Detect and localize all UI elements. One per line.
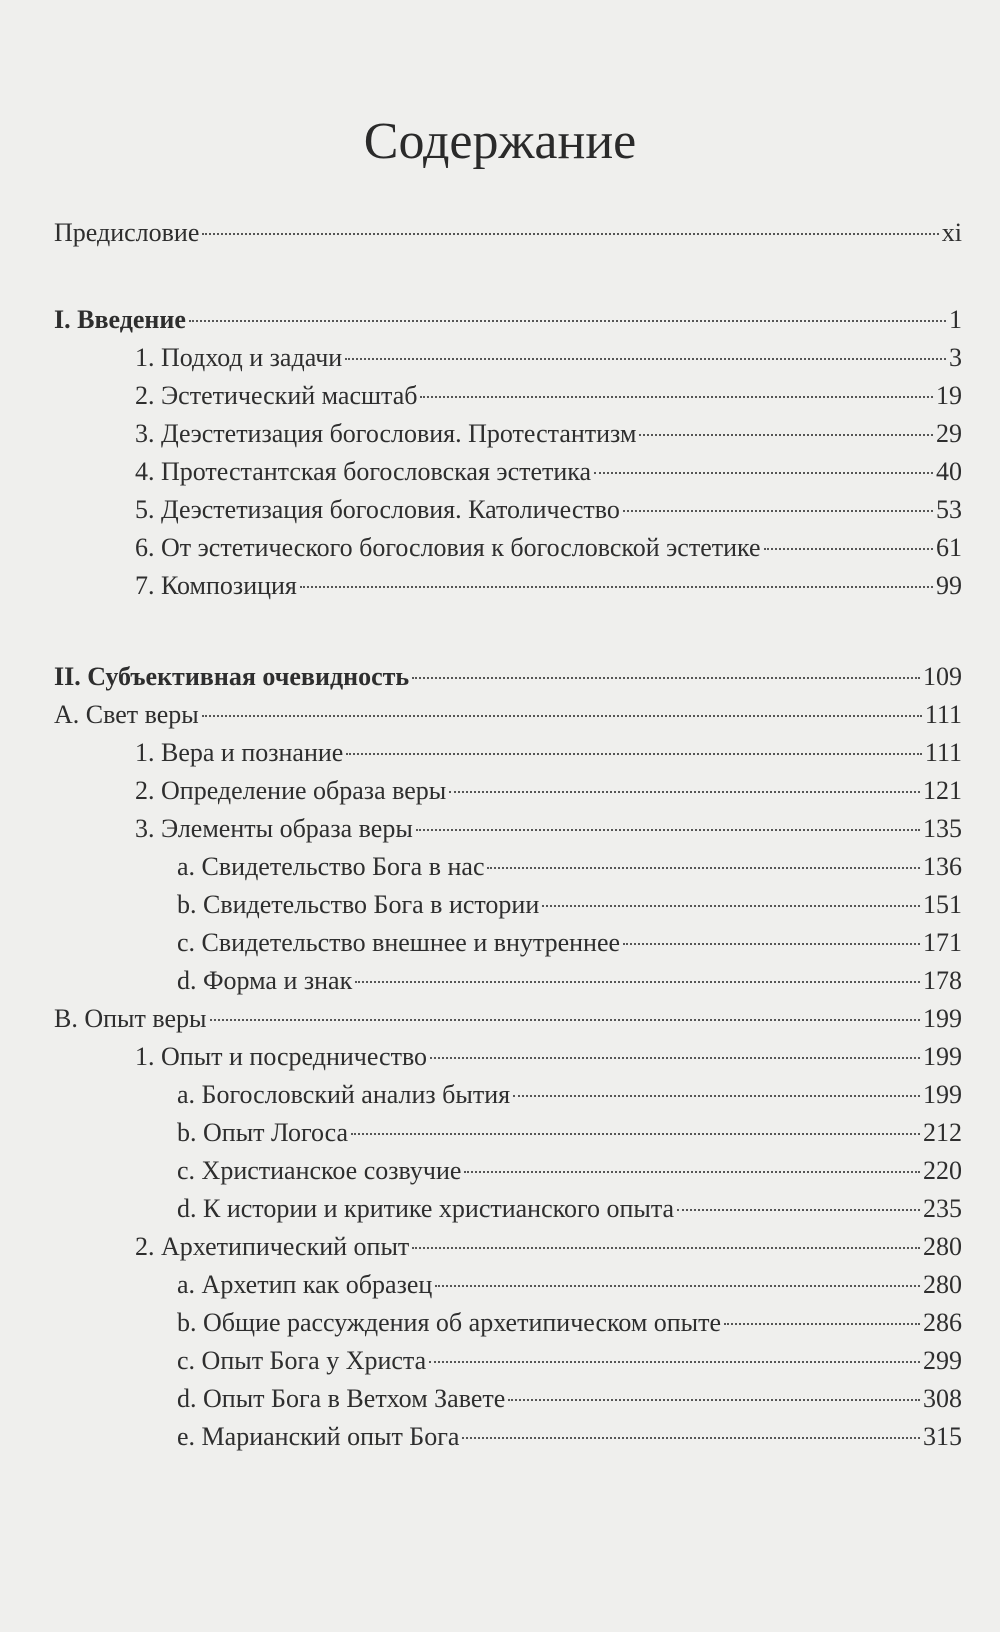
toc-entry-page: 3 — [949, 343, 962, 372]
dot-leader — [623, 943, 920, 945]
dot-leader — [724, 1323, 920, 1325]
dot-leader — [464, 1171, 920, 1173]
toc-entry — [54, 567, 962, 605]
toc-entry-title: d. К истории и критике христианского опыта — [177, 1194, 675, 1223]
toc-entry-page: 280 — [923, 1270, 962, 1299]
toc-entry-title: b. Свидетельство Бога в истории — [177, 890, 540, 919]
toc-entry-title: II. Субъективная очевидность — [54, 662, 410, 691]
toc-entry-page: 235 — [923, 1194, 962, 1223]
toc-entry-title: 4. Протестантская богословская эстетика — [135, 457, 592, 486]
toc-entry-page: 61 — [936, 533, 962, 562]
toc-entry-page: 151 — [923, 890, 962, 919]
dot-leader — [513, 1095, 920, 1097]
toc-entry-title: Предисловие — [54, 218, 200, 247]
toc-entry-title: c. Христианское созвучие — [177, 1156, 462, 1185]
dot-leader — [202, 715, 922, 717]
toc-entry — [54, 1418, 962, 1456]
toc-entry-title: d. Форма и знак — [177, 966, 353, 995]
dot-leader — [594, 472, 933, 474]
toc-entry-page: 29 — [936, 419, 962, 448]
toc-entry — [54, 1000, 962, 1038]
toc-entry-page: 53 — [936, 495, 962, 524]
dot-leader — [508, 1399, 920, 1401]
dot-leader — [435, 1285, 920, 1287]
toc-entry — [54, 1038, 962, 1076]
dot-leader — [189, 320, 946, 322]
toc-entry-page: 220 — [923, 1156, 962, 1185]
toc-entry-page: 19 — [936, 381, 962, 410]
toc-entry-title: 7. Композиция — [135, 571, 297, 600]
toc-entry — [54, 453, 962, 491]
toc-entry — [54, 1152, 962, 1190]
dot-leader — [429, 1361, 920, 1363]
toc-entry-title: I. Введение — [54, 305, 186, 334]
dot-leader — [430, 1057, 920, 1059]
page-title: Содержание — [363, 113, 637, 170]
toc-entry-page: 286 — [923, 1308, 962, 1337]
toc-entry — [54, 1190, 962, 1228]
dot-leader — [346, 753, 922, 755]
toc-entry-page: xi — [941, 218, 962, 247]
dot-leader — [462, 1437, 920, 1439]
toc-entry-title: b. Общие рассуждения об архетипическом опыте — [177, 1308, 722, 1337]
toc-entry-title: 6. От эстетического богословия к богословской эстетике — [135, 533, 761, 562]
toc-entry-title: a. Свидетельство Бога в нас — [177, 852, 485, 881]
toc-entry-page: 40 — [936, 457, 962, 486]
toc-entry-page: 135 — [923, 814, 962, 843]
toc-entry — [54, 734, 962, 772]
toc-entry — [54, 962, 962, 1000]
toc-entry-title: c. Опыт Бога у Христа — [177, 1346, 427, 1375]
toc-entry — [54, 491, 962, 529]
dot-leader — [202, 233, 938, 235]
toc-entry — [54, 1266, 962, 1304]
toc-entry — [54, 848, 962, 886]
toc-entry — [54, 1380, 962, 1418]
toc-entry-title: a. Архетип как образец — [177, 1270, 433, 1299]
toc-entry — [54, 810, 962, 848]
toc-entry — [54, 1076, 962, 1114]
toc-entry — [54, 1304, 962, 1342]
toc-entry-page: 99 — [936, 571, 962, 600]
toc-entry — [54, 886, 962, 924]
dot-leader — [623, 510, 933, 512]
dot-leader — [639, 434, 933, 436]
toc-entry-page: 199 — [923, 1080, 962, 1109]
dot-leader — [420, 396, 933, 398]
toc-entry-page: 315 — [923, 1422, 962, 1451]
toc-entry-page: 199 — [923, 1004, 962, 1033]
toc-entry — [54, 415, 962, 453]
toc-entry-title: a. Богословский анализ бытия — [177, 1080, 511, 1109]
dot-leader — [764, 548, 933, 550]
toc-entry — [54, 339, 962, 377]
toc-entry-title: 3. Деэстетизация богословия. Протестантизм — [135, 419, 637, 448]
toc-entry — [54, 301, 962, 339]
toc-entry-page: 212 — [923, 1118, 962, 1147]
toc-entry — [54, 1342, 962, 1380]
toc-entry-title: 5. Деэстетизация богословия. Католичество — [135, 495, 620, 524]
toc-entry-title: A. Свет веры — [54, 700, 199, 729]
dot-leader — [449, 791, 920, 793]
toc-entry-page: 121 — [923, 776, 962, 805]
toc-entry-page: 111 — [924, 738, 962, 767]
toc-entry-page: 308 — [923, 1384, 962, 1413]
toc-entry — [54, 1228, 962, 1266]
toc-entry-title: 2. Определение образа веры — [135, 776, 447, 805]
toc-entry-page: 111 — [924, 700, 962, 729]
toc-entry-title: b. Опыт Логоса — [177, 1118, 349, 1147]
dot-leader — [412, 677, 920, 679]
toc-entry — [54, 214, 962, 252]
toc-entry-page: 280 — [923, 1232, 962, 1261]
dot-leader — [487, 867, 920, 869]
toc-entry-page: 136 — [923, 852, 962, 881]
toc-entry-page: 1 — [949, 305, 962, 334]
toc-entry-title: B. Опыт веры — [54, 1004, 207, 1033]
toc-entry-title: 1. Вера и познание — [135, 738, 344, 767]
toc-entry — [54, 696, 962, 734]
table-of-contents — [54, 214, 962, 1456]
toc-entry — [54, 658, 962, 696]
toc-entry-title: 1. Опыт и посредничество — [135, 1042, 428, 1071]
toc-entry-title: 2. Архетипический опыт — [135, 1232, 410, 1261]
toc-entry — [54, 377, 962, 415]
toc-entry-page: 171 — [923, 928, 962, 957]
toc-entry-page: 299 — [923, 1346, 962, 1375]
toc-entry-title: e. Марианский опыт Бога — [177, 1422, 460, 1451]
dot-leader — [542, 905, 920, 907]
toc-entry-title: 1. Подход и задачи — [135, 343, 343, 372]
toc-entry-title: d. Опыт Бога в Ветхом Завете — [177, 1384, 506, 1413]
dot-leader — [351, 1133, 920, 1135]
toc-entry — [54, 924, 962, 962]
toc-entry — [54, 772, 962, 810]
toc-entry-title: 2. Эстетический масштаб — [135, 381, 418, 410]
dot-leader — [210, 1019, 921, 1021]
toc-entry-title: 3. Элементы образа веры — [135, 814, 413, 843]
dot-leader — [677, 1209, 920, 1211]
toc-entry — [54, 1114, 962, 1152]
dot-leader — [416, 829, 920, 831]
dot-leader — [355, 981, 920, 983]
toc-entry-page: 199 — [923, 1042, 962, 1071]
dot-leader — [300, 586, 933, 588]
toc-entry-page: 109 — [923, 662, 962, 691]
toc-entry-title: c. Свидетельство внешнее и внутреннее — [177, 928, 621, 957]
dot-leader — [345, 358, 946, 360]
toc-entry — [54, 529, 962, 567]
dot-leader — [412, 1247, 920, 1249]
toc-entry-page: 178 — [923, 966, 962, 995]
